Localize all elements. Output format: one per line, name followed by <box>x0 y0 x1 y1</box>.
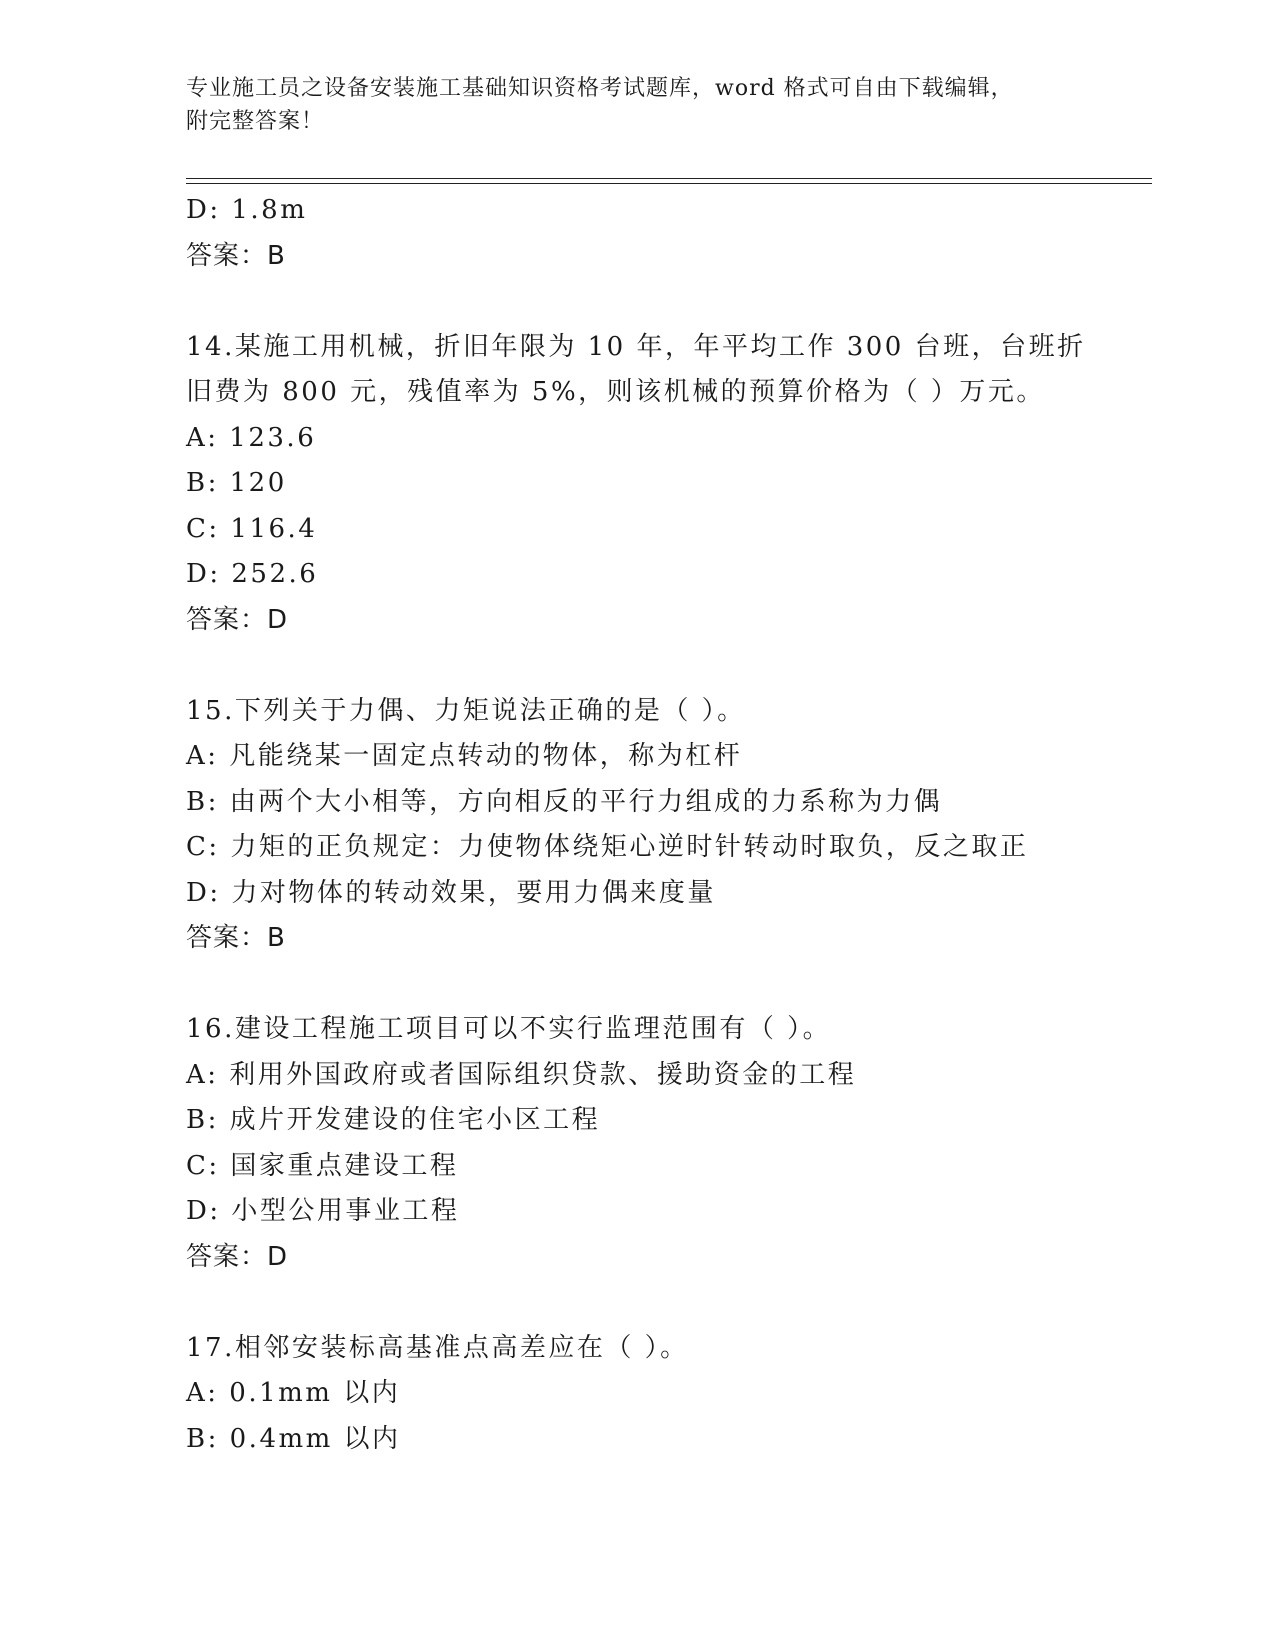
option-d: D: 力对物体的转动效果，要用力偶来度量 <box>186 877 716 908</box>
question-16 <box>186 1007 1152 1280</box>
option-b: B: 120 <box>186 468 287 498</box>
option-b: B: 成片开发建设的住宅小区工程 <box>186 1105 601 1135</box>
option-a: A: 123.6 <box>186 422 317 453</box>
option-b: B: 由两个大小相等，方向相反的平行力组成的力系称为力偶 <box>186 786 943 817</box>
header-line-2: 附完整答案！ <box>186 109 325 134</box>
option-c: C: 力矩的正负规定：力使物体绕矩心逆时针转动时取负，反之取正 <box>186 832 1029 862</box>
question-stem: 14.某施工用机械，折旧年限为 10 年，年平均工作 300 台班，台班折 <box>186 331 1086 362</box>
document-header <box>186 72 1086 138</box>
option-c: C: 116.4 <box>186 513 318 544</box>
answer-line: 答案：D <box>186 604 289 635</box>
answer-line: 答案：B <box>186 240 286 271</box>
option-a: A: 0.1mm 以内 <box>186 1378 401 1408</box>
option-d: D: 252.6 <box>186 559 319 589</box>
option-a: A: 利用外国政府或者国际组织贷款、援助资金的工程 <box>186 1059 857 1090</box>
option-c: C: 国家重点建设工程 <box>186 1150 459 1181</box>
question-17 <box>186 1326 1152 1463</box>
answer-line: 答案：B <box>186 923 286 953</box>
header-divider-bottom <box>186 183 1152 184</box>
question-14 <box>186 325 1152 644</box>
question-content <box>186 188 1152 1462</box>
question-15 <box>186 689 1152 962</box>
option-d: D: 1.8m <box>186 195 308 225</box>
answer-line: 答案：D <box>186 1241 289 1272</box>
spacer <box>186 643 1152 689</box>
question-stem: 17.相邻安装标高基准点高差应在（ ）。 <box>186 1332 689 1363</box>
question-stem: 15.下列关于力偶、力矩说法正确的是（ ）。 <box>186 695 746 726</box>
option-b: B: 0.4mm 以内 <box>186 1423 401 1454</box>
question-stem: 16.建设工程施工项目可以不实行监理范围有（ ）。 <box>186 1014 832 1044</box>
header-line-1: 专业施工员之设备安装施工基础知识资格考试题库，word 格式可自由下载编辑， <box>186 76 1014 101</box>
option-a: A: 凡能绕某一固定点转动的物体，称为杠杆 <box>186 741 743 771</box>
option-d: D: 小型公用事业工程 <box>186 1196 460 1226</box>
spacer <box>186 962 1152 1008</box>
header-divider-top <box>186 178 1152 179</box>
question-stem-continued: 旧费为 800 元，残值率为 5%，则该机械的预算价格为（ ）万元。 <box>186 377 1045 407</box>
spacer <box>186 1280 1152 1326</box>
spacer <box>186 279 1152 325</box>
